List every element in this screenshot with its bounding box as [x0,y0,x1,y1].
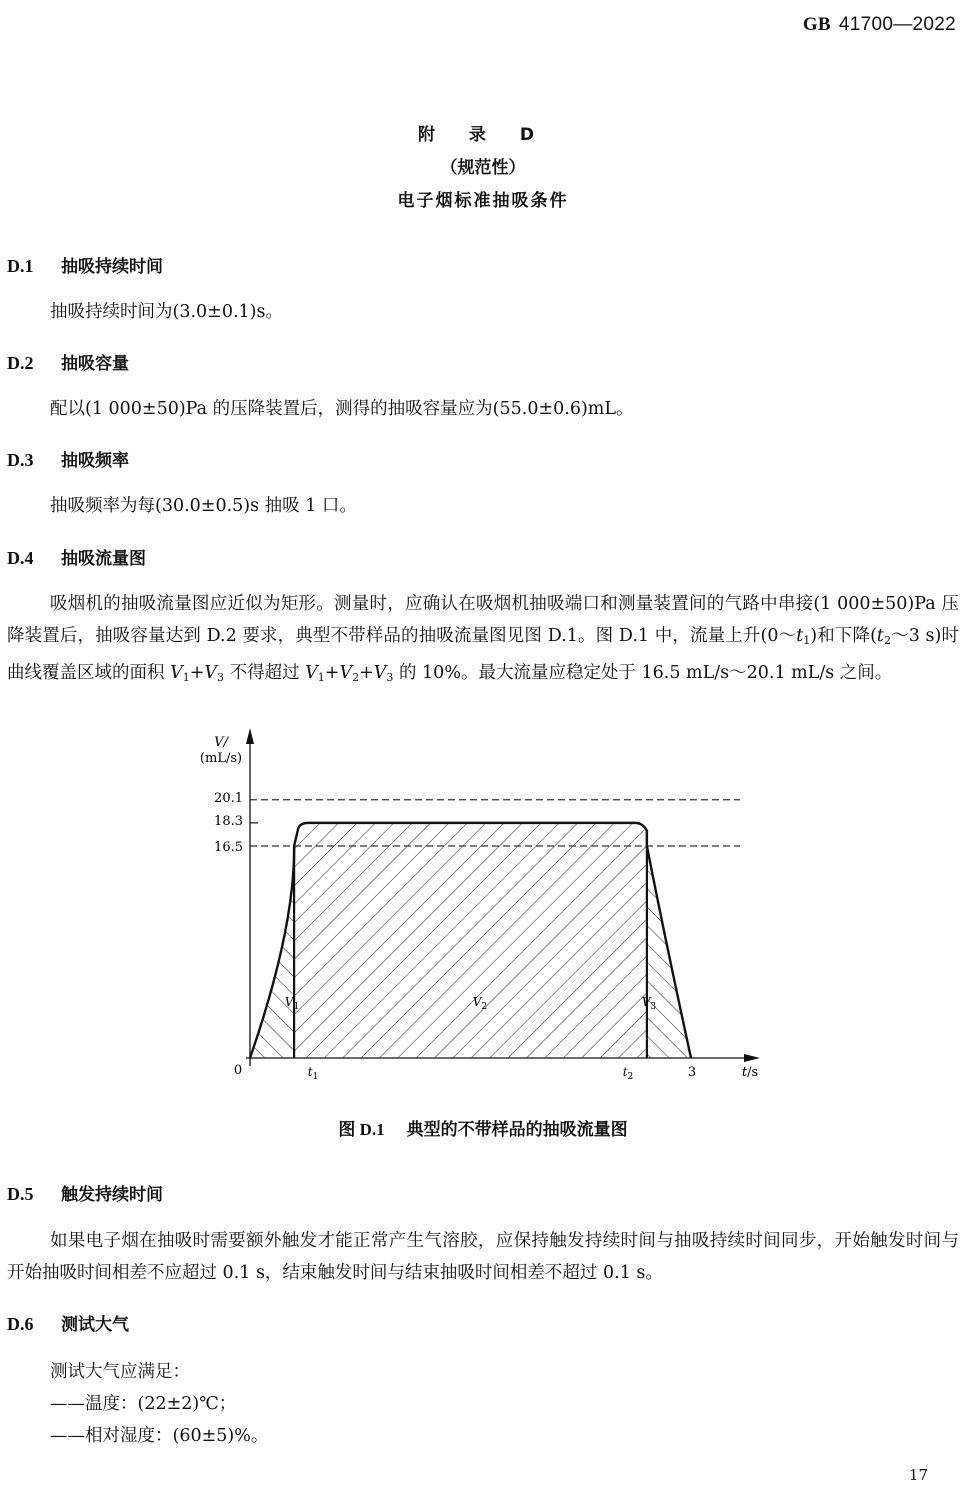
section-number: D.4 [7,548,34,568]
figure-title: 典型的不带样品的抽吸流量图 [406,1120,628,1140]
x-tick-label-3: 3 [687,1065,697,1080]
annex-label: 附 录 D [418,125,548,145]
y-tick-label-18-3: 18.3 [214,814,243,829]
y-axis-label-line1: V/ [214,735,228,750]
annex-title: 电子烟标准抽吸条件 [397,191,569,211]
list-item-temperature: ——温度：(22±2)℃； [50,1394,237,1414]
section-number: D.6 [7,1314,34,1334]
standard-number [803,14,956,36]
page-number: 17 [908,1466,928,1484]
y-tick-label-16-5: 16.5 [214,840,243,855]
section-heading-d2 [7,349,129,374]
list-item-humidity: ——相对湿度：(60±5)%。 [50,1426,269,1446]
x-tick-label-t2: $t_2$ [622,1065,634,1082]
figure-caption [0,1115,966,1140]
section-title: 触发持续时间 [61,1185,163,1205]
puff-flow-chart [0,720,966,1100]
section-body-d3: 抽吸频率为每(30.0±0.5)s 抽吸 1 口。 [50,496,357,516]
section-body-d2: 配以(1 000±50)Pa 的压降装置后，测得的抽吸容量应为(55.0±0.6)mL。 [50,399,634,419]
section-number: D.2 [7,353,34,373]
section-heading-d3 [7,446,129,471]
section-title: 抽吸容量 [61,354,129,374]
section-body-d4: 吸烟机的抽吸流量图应近似为矩形。测量时，应确认在吸烟机抽吸端口和测量装置间的气路中串接(1 000±50)Pa 压降装置后，抽吸容量达到 D.2 要求，典型不带样品的抽吸流量图见图 D.1。图 D.1 中，流量上升$(0\sim t_1)$和下降($t_2\sim 3$ s)时曲线覆盖区域的面积 $V_1+V_3$ 不得超过 $V_1+V_2+V_3$ 的 10%。最大流量应稳定处于 16.5 mL/s～20.1 mL/s 之间。 [7,594,959,684]
region-label-v3: $V_3$ [641,995,657,1012]
x-axis-arrow [744,1054,760,1062]
section-body-d5: 如果电子烟在抽吸时需要额外触发才能正常产生气溶胶，应保持触发持续时间与抽吸持续时间同步，开始触发时间与开始抽吸时间相差不应超过 0.1 s，结束触发时间与结束抽吸时间相差不超过 0.1 s。 [7,1231,959,1283]
region-label-v1: $V_1$ [284,995,300,1012]
section-title: 抽吸持续时间 [61,257,163,277]
y-axis-label-line2: (mL/s) [199,751,243,766]
section-body-d1: 抽吸持续时间为(3.0±0.1)s。 [50,302,283,322]
region-v2 [294,823,647,1058]
annex-normativity: （规范性） [440,158,526,178]
y-tick-label-20-1: 20.1 [214,791,243,806]
section-heading-d4 [7,544,146,569]
section-title: 抽吸流量图 [61,549,146,569]
section-number: D.1 [7,256,34,276]
section-heading-d1 [7,252,163,277]
section-heading-d6 [7,1310,129,1335]
standard-prefix: GB [802,14,831,35]
section-body-d6: 测试大气应满足： [50,1362,190,1382]
section-heading-d5 [7,1180,163,1205]
x-tick-label-t1: $t_1$ [307,1065,319,1082]
section-number: D.3 [7,450,34,470]
section-number: D.5 [7,1184,34,1204]
x-tick-label-0: 0 [233,1063,243,1078]
x-axis-label: t/s [741,1065,759,1080]
y-axis-arrow [246,728,254,744]
region-label-v2: $V_2$ [472,995,488,1012]
standard-code: 41700—2022 [838,14,956,35]
figure-number: 图 D.1 [338,1120,385,1139]
section-title: 抽吸频率 [61,451,129,471]
section-title: 测试大气 [61,1315,129,1335]
region-v1 [250,846,294,1058]
